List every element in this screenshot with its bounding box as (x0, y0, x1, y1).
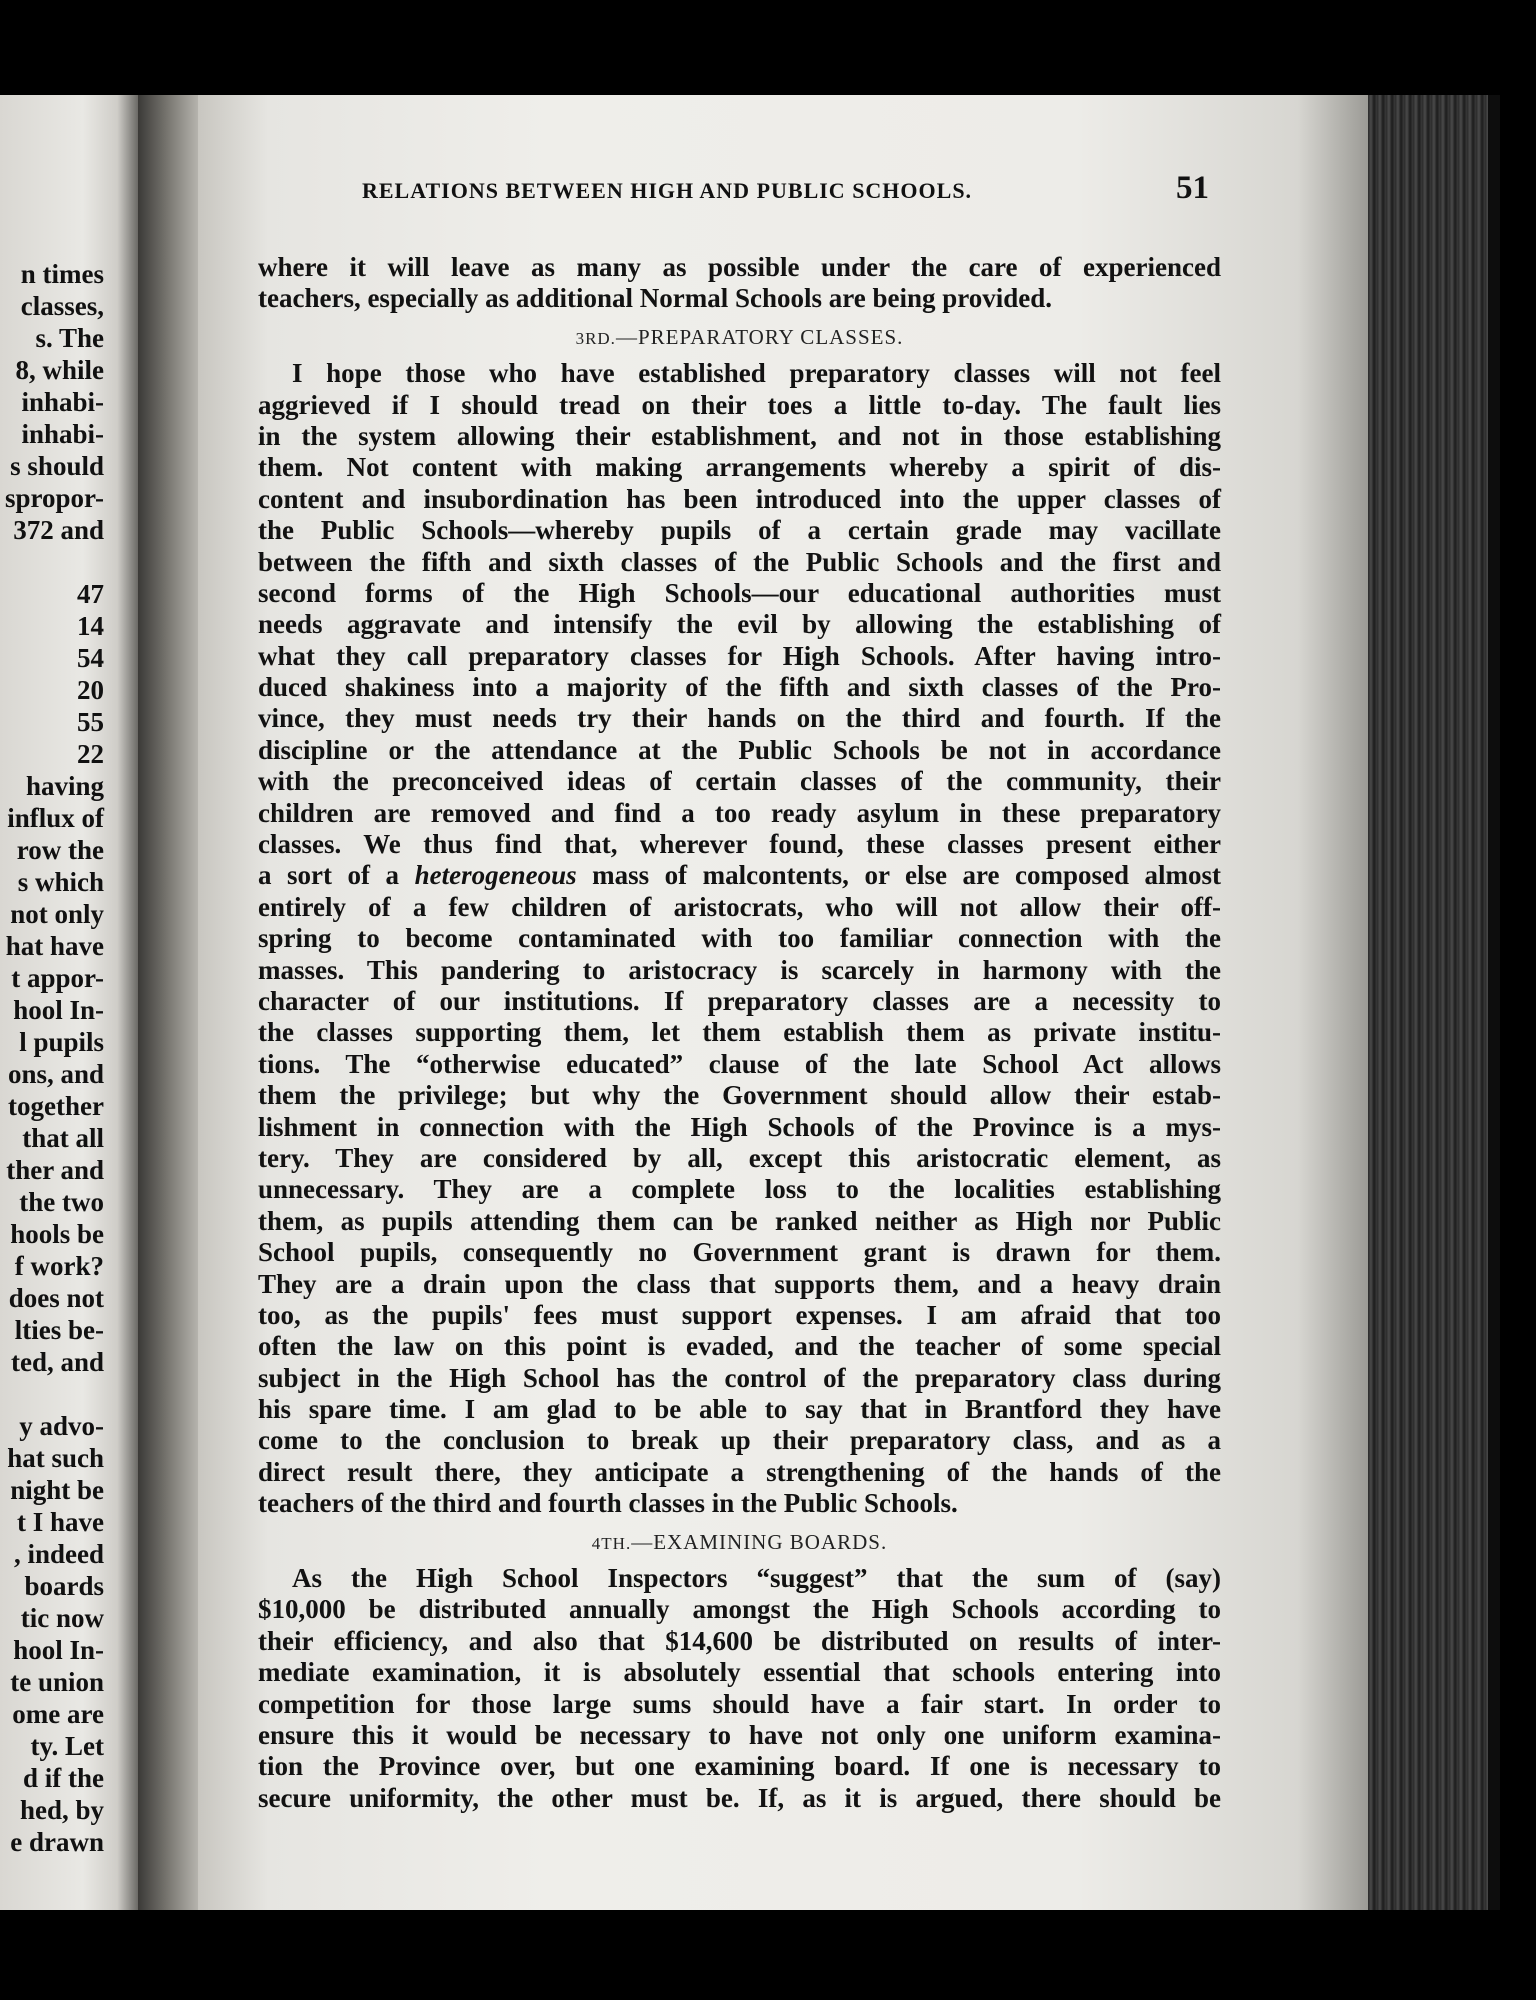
text-line: tery. They are considered by all, except this aristocratic element, as (258, 1142, 1221, 1173)
fragment-line: inhabi- (21, 387, 104, 417)
fragment-line: boards (24, 1571, 104, 1601)
fragment-line: night be (10, 1475, 104, 1505)
running-head: RELATIONS BETWEEN HIGH AND PUBLIC SCHOOLS. (362, 178, 973, 203)
fragment-line: f work? (14, 1251, 104, 1281)
previous-page-fragment (0, 95, 138, 1910)
fragment-line: n times (20, 259, 104, 289)
text-line: come to the conclusion to break up their preparatory class, and as a (258, 1425, 1221, 1456)
fragment-line: ther and (6, 1155, 104, 1185)
fragment-line: spropor- (4, 483, 104, 513)
text-line: tions. The “otherwise educated” clause of the late School Act allows (258, 1048, 1221, 1079)
fragment-line: that all (22, 1123, 104, 1153)
text-line: the classes supporting them, let them establish them as private institu- (258, 1017, 1221, 1048)
fragment-line: ome are (12, 1699, 104, 1729)
text-line: classes. We thus find that, wherever found, these classes present either (258, 829, 1221, 860)
text-line (258, 860, 1221, 891)
fragment-line: s should (10, 451, 104, 481)
fragment-line: 8, while (15, 355, 104, 385)
paragraph-examining-boards (258, 1563, 1221, 1814)
text-line: where it will leave as many as possible under the care of experienced (258, 252, 1221, 282)
section-number: 4TH. (591, 1533, 632, 1553)
fragment-line: classes, (20, 291, 104, 321)
fragment-line: hed, by (19, 1795, 104, 1825)
fragment-line: 372 and (13, 515, 104, 545)
paragraph-preparatory-classes (258, 358, 1221, 860)
fragment-line: lties be- (14, 1315, 104, 1345)
fragment-line: hool In- (13, 1635, 104, 1665)
fragment-line: 22 (77, 739, 104, 769)
fragment-line: l pupils (19, 1027, 104, 1057)
fragment-line: ons, and (7, 1059, 104, 1089)
text-line: between the fifth and sixth classes of the Public Schools and the first and (258, 546, 1221, 577)
section-heading-preparatory-classes (258, 322, 1221, 353)
text-line: them the privilege; but why the Government should allow their estab- (258, 1080, 1221, 1111)
fragment-line: t I have (17, 1507, 104, 1537)
fragment-line: ty. Let (30, 1731, 104, 1761)
text-line: I hope those who have established preparatory classes will not feel (292, 358, 1221, 389)
text-line: ensure this it would be necessary to have not only one uniform examina- (258, 1719, 1221, 1750)
fragment-line: influx of (7, 803, 104, 833)
text-line: $10,000 be distributed annually amongst the High Schools according to (258, 1594, 1221, 1625)
fragment-line: y advo- (19, 1411, 104, 1441)
text-line: vince, they must needs try their hands on the third and fourth. If the (258, 703, 1221, 734)
text-line: unnecessary. They are a complete loss to the localities establishing (258, 1174, 1221, 1205)
italic-text-run: heterogeneous (414, 860, 577, 891)
text-line: They are a drain upon the class that supports them, and a heavy drain (258, 1268, 1221, 1299)
text-line: content and insubordination has been introduced into the upper classes of (258, 483, 1221, 514)
fragment-line: hat such (7, 1443, 104, 1473)
fragment-line: 54 (77, 643, 104, 673)
fragment-line: not only (10, 899, 104, 929)
fragment-line: hools be (10, 1219, 104, 1249)
section-heading-examining-boards (258, 1527, 1221, 1558)
section-title: —EXAMINING BOARDS. (631, 1529, 888, 1554)
text-line: teachers of the third and fourth classes in the Public Schools. (258, 1488, 958, 1519)
fragment-line (0, 546, 104, 578)
fragment-line: hat have (5, 931, 104, 961)
fragment-line: , indeed (13, 1539, 104, 1569)
text-line: too, as the pupils' fees must support expenses. I am afraid that too (258, 1299, 1221, 1330)
fragment-line: s. The (35, 323, 104, 353)
previous-page-text (0, 258, 104, 1858)
text-line: children are removed and find a too ready asylum in these preparatory (258, 797, 1221, 828)
text-line: entirely of a few children of aristocrats, who will not allow their off- (258, 891, 1221, 922)
text-line: his spare time. I am glad to be able to say that in Brantford they have (258, 1394, 1221, 1425)
text-line: direct result there, they anticipate a strengthening of the hands of the (258, 1456, 1221, 1487)
text-line: in the system allowing their establishment, and not in those establishing (258, 420, 1221, 451)
text-line: with the preconceived ideas of certain classes of the community, their (258, 766, 1221, 797)
fragment-line: s which (17, 867, 104, 897)
text-line: character of our institutions. If preparatory classes are a necessity to (258, 985, 1221, 1016)
text-line: secure uniformity, the other must be. If, as it is argued, there should be (258, 1782, 1221, 1813)
fragment-line: ted, and (10, 1347, 104, 1377)
fragment-line: d if the (23, 1763, 104, 1793)
text-line: them, as pupils attending them can be ranked neither as High nor Public (258, 1205, 1221, 1236)
text-line: second forms of the High Schools—our educational authorities must (258, 577, 1221, 608)
fragment-line: t appor- (11, 963, 104, 993)
text-line: School pupils, consequently no Government grant is drawn for them. (258, 1237, 1221, 1268)
text-line: the Public Schools—whereby pupils of a certain grade may vacillate (258, 515, 1221, 546)
text-line: spring to become contaminated with too familiar connection with the (258, 923, 1221, 954)
text-line: As the High School Inspectors “suggest” that the sum of (say) (292, 1563, 1221, 1594)
fragment-line: 20 (77, 675, 104, 705)
fragment-line: 14 (77, 611, 104, 641)
page-number: 51 (1176, 170, 1209, 206)
text-line: mediate examination, it is absolutely essential that schools entering into (258, 1657, 1221, 1688)
text-line: what they call preparatory classes for High Schools. After having intro- (258, 640, 1221, 671)
text-line: often the law on this point is evaded, and the teacher of some special (258, 1331, 1221, 1362)
fragment-line: the two (19, 1187, 104, 1217)
fragment-line: tic now (20, 1603, 104, 1633)
fragment-line (0, 1378, 104, 1410)
fragment-line: together (8, 1091, 104, 1121)
text-line: teachers, especially as additional Normal Schools are being provided. (258, 283, 1053, 314)
book-cover-edge (1488, 95, 1500, 1910)
fragment-line: 47 (77, 579, 104, 609)
fragment-line: 55 (77, 707, 104, 737)
fragment-line: having (25, 771, 104, 801)
text-line: tion the Province over, but one examining board. If one is necessary to (258, 1751, 1221, 1782)
text-line: their efficiency, and also that $14,600 be distributed on results of inter- (258, 1625, 1221, 1656)
text-run: a sort of a (258, 860, 415, 891)
fragment-line: inhabi- (21, 419, 104, 449)
fragment-line: hool In- (13, 995, 104, 1025)
text-line: aggrieved if I should tread on their toes a little to-day. The fault lies (258, 389, 1221, 420)
text-line: competition for those large sums should have a fair start. In order to (258, 1688, 1221, 1719)
text-run: mass of malcontents, or else are composed almost (576, 860, 1221, 891)
page-body (258, 252, 1221, 1814)
text-line: duced shakiness into a majority of the fifth and sixth classes of the Pro- (258, 672, 1221, 703)
section-number: 3RD. (575, 328, 616, 348)
text-line: subject in the High School has the control of the preparatory class during (258, 1362, 1221, 1393)
paragraph-preparatory-classes-cont (258, 892, 1221, 1520)
book-gutter (138, 95, 200, 1910)
text-line: masses. This pandering to aristocracy is scarcely in harmony with the (258, 954, 1221, 985)
fragment-line: does not (8, 1283, 104, 1313)
section-title: —PREPARATORY CLASSES. (615, 324, 904, 349)
book-page-edges (1368, 95, 1488, 1910)
text-line: them. Not content with making arrangements whereby a spirit of dis- (258, 452, 1221, 483)
fragment-line: te union (10, 1667, 104, 1697)
fragment-line: e drawn (10, 1827, 104, 1857)
text-line: lishment in connection with the High Schools of the Province is a mys- (258, 1111, 1221, 1142)
text-line: needs aggravate and intensify the evil by allowing the establishing of (258, 609, 1221, 640)
text-line: discipline or the attendance at the Public Schools be not in accordance (258, 734, 1221, 765)
fragment-line: row the (16, 835, 104, 865)
